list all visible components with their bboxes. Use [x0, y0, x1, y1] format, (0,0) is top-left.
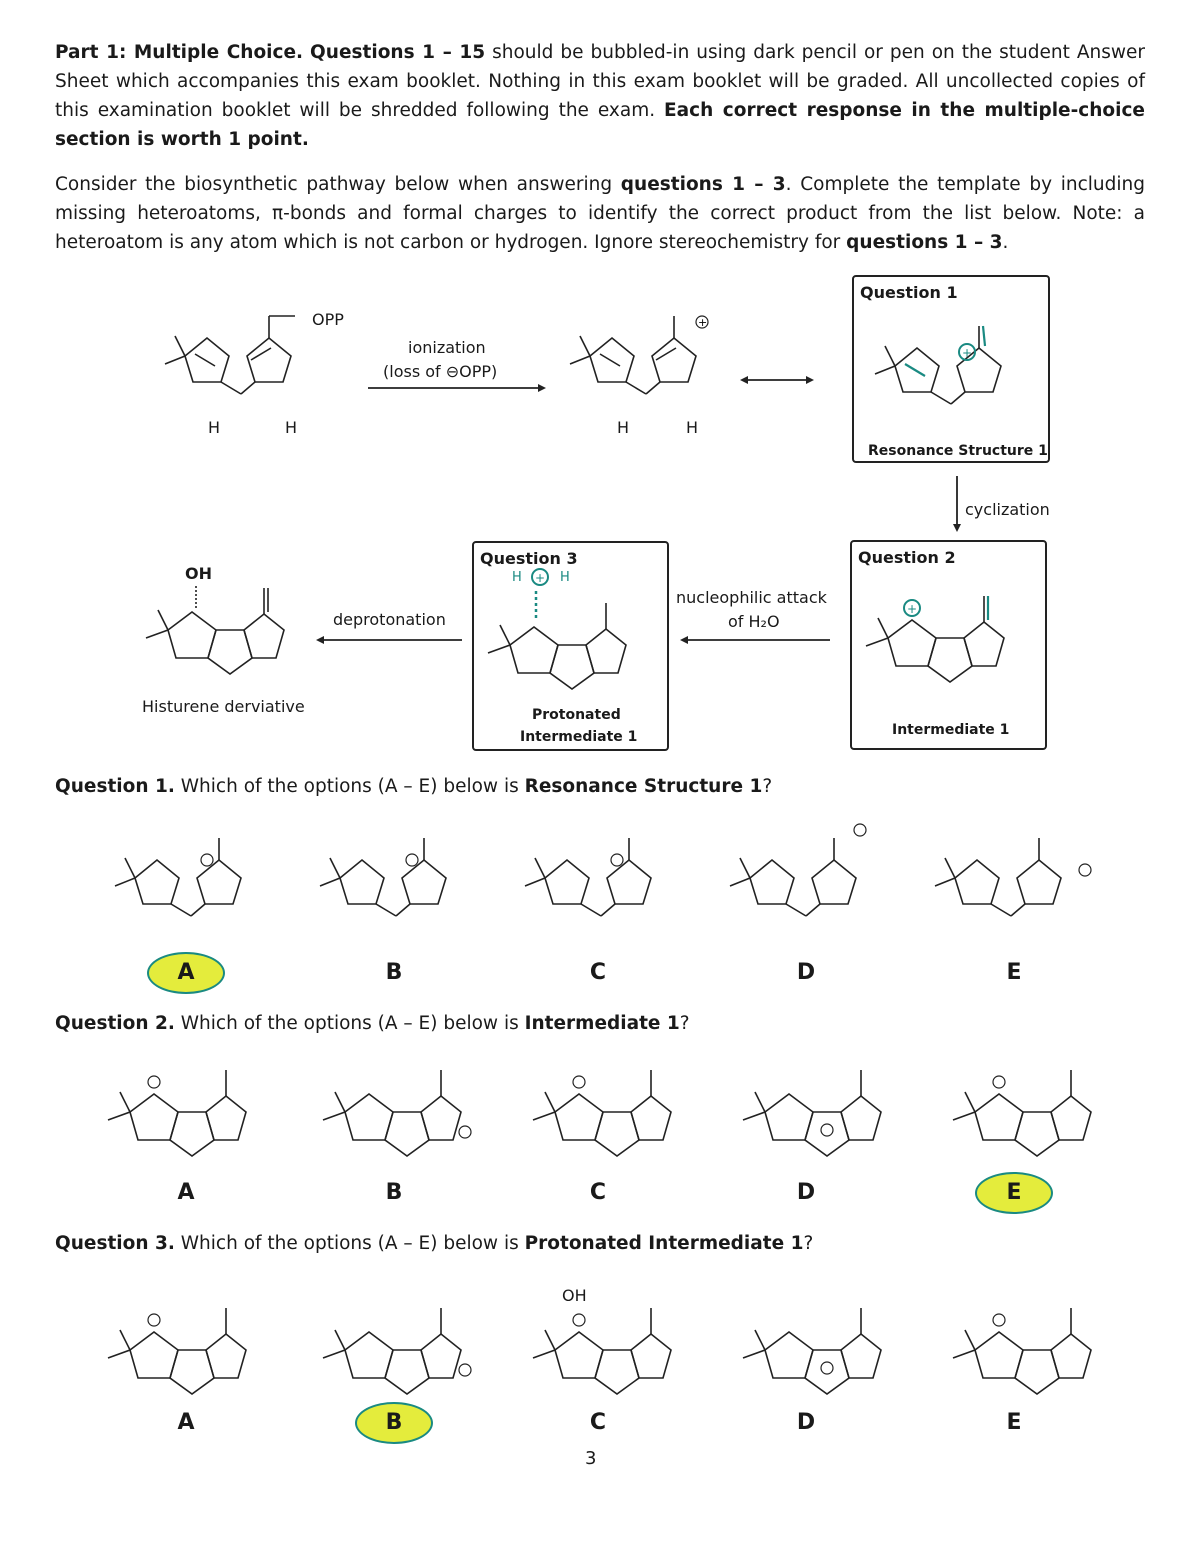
q1-option-a-label[interactable]: A [177, 960, 195, 985]
charge-symbol [573, 1076, 585, 1088]
h-label: H [285, 418, 298, 437]
question-2-end: ? [679, 1013, 690, 1034]
charge-symbol [573, 1314, 585, 1326]
charge-symbol [148, 1314, 160, 1326]
question-1-target: Resonance Structure 1 [524, 776, 763, 797]
question-1-end: ? [762, 776, 773, 797]
charge-symbol [459, 1364, 471, 1376]
instructions-questions: questions 1 – 3 [620, 174, 786, 195]
histurene-derivative-structure [168, 610, 298, 690]
protonated-intermediate-structure [510, 570, 640, 705]
q2-option-a-structure [130, 1092, 260, 1172]
q2-option-d-structure [765, 1092, 895, 1172]
instructions-text: . Complete the template by including missing heteroatoms, π-bonds and formal charges to identify the correct product from the list below. Note: a heteroatom is any atom which is not carbon or hydrogen. Ignore stereochemistry for [55, 174, 1145, 253]
q1-option-e-label[interactable]: E [1006, 960, 1022, 985]
h-label: H [686, 418, 699, 437]
question-3-target: Protonated Intermediate 1 [524, 1233, 804, 1254]
svg-text:+: + [907, 602, 918, 616]
intermediate-1-structure [888, 602, 1018, 698]
resonance-arrow [740, 374, 820, 386]
charge-symbol [1079, 864, 1091, 876]
charge-symbol [611, 854, 623, 866]
question-1-text: Which of the options (A – E) below is [180, 776, 519, 797]
q1-option-a-structure [135, 860, 265, 940]
charge-symbol [854, 824, 866, 836]
q1-option-b-label[interactable]: B [385, 960, 403, 985]
histurene-label: Histurene derviative [142, 697, 305, 716]
q1-option-d-label[interactable]: D [796, 960, 816, 985]
deprotonation-label: deprotonation [333, 610, 446, 629]
allylic-cation-structure [590, 316, 720, 428]
charge-symbol [821, 1124, 833, 1136]
q3-option-d-label[interactable]: D [796, 1410, 816, 1435]
question-3-text: Which of the options (A – E) below is [180, 1233, 519, 1254]
h-label: H [208, 418, 221, 437]
nucleophilic-label: nucleophilic attack [676, 588, 827, 607]
question-2-box-title: Question 2 [858, 548, 956, 567]
charge-symbol [459, 1126, 471, 1138]
charge-symbol [993, 1314, 1005, 1326]
question-2-target: Intermediate 1 [524, 1013, 680, 1034]
q3-option-e-label[interactable]: E [1006, 1410, 1022, 1435]
nucleophilic-label-2: of H₂O [728, 612, 780, 631]
q3-option-c-structure [555, 1330, 685, 1410]
cyclization-arrow [950, 476, 964, 536]
q1-option-e-structure [955, 860, 1085, 940]
resonance-structure-label: Resonance Structure 1 [868, 443, 1048, 459]
q3-option-a-structure [130, 1330, 260, 1410]
ionization-label-2: (loss of ⊖OPP) [383, 362, 498, 381]
starting-material-structure [185, 338, 315, 428]
q2-option-b-label[interactable]: B [385, 1180, 403, 1205]
instructions-end: . [1002, 232, 1009, 253]
question-3-number: Question 3. [55, 1233, 175, 1254]
svg-text:+: + [698, 316, 708, 329]
instructions-paragraph [55, 170, 1145, 257]
q2-option-b-structure [345, 1092, 475, 1172]
oh-label: OH [185, 564, 212, 583]
q1-option-c-structure [545, 860, 675, 940]
question-2-text: Which of the options (A – E) below is [180, 1013, 519, 1034]
question-3-end: ? [803, 1233, 814, 1254]
q2-option-e-structure [975, 1092, 1105, 1172]
charge-symbol [993, 1076, 1005, 1088]
h-label: H [617, 418, 630, 437]
charge-symbol [148, 1076, 160, 1088]
q3-option-d-structure [765, 1330, 895, 1410]
resonance-structure-1 [895, 348, 1025, 438]
intermediate-1-label: Intermediate 1 [892, 722, 1010, 738]
protonated-label-2: Intermediate 1 [520, 729, 638, 745]
question-2-title [55, 1013, 690, 1034]
opp-label: OPP [312, 310, 344, 329]
charge-symbol [201, 854, 213, 866]
q2-option-d-label[interactable]: D [796, 1180, 816, 1205]
question-3-box-title: Question 3 [480, 549, 578, 568]
charge-symbol [406, 854, 418, 866]
q1-option-d-structure [750, 860, 880, 940]
question-1-box-title: Question 1 [860, 283, 958, 302]
q2-option-c-structure [555, 1092, 685, 1172]
svg-text:H: H [560, 570, 570, 585]
instructions-questions-2: questions 1 – 3 [846, 232, 1003, 253]
ionization-arrow [368, 382, 548, 394]
nucleophilic-arrow [680, 634, 832, 646]
q1-option-c-label[interactable]: C [589, 960, 607, 985]
q3-option-b-structure [345, 1330, 475, 1410]
protonated-label: Protonated [532, 707, 621, 723]
question-1-title [55, 776, 772, 797]
cyclization-label: cyclization [965, 500, 1050, 519]
intro-paragraph [55, 38, 1145, 154]
ionization-label: ionization [408, 338, 486, 357]
questions-range: Questions 1 – 15 [310, 42, 486, 63]
svg-text:H: H [512, 570, 522, 585]
q3-option-a-label[interactable]: A [177, 1410, 195, 1435]
question-3-title [55, 1233, 813, 1254]
q1-option-b-structure [340, 860, 470, 940]
q2-option-e-label[interactable]: E [1006, 1180, 1022, 1205]
q3-option-c-label[interactable]: C [589, 1410, 607, 1435]
q3-option-e-structure [975, 1330, 1105, 1410]
instructions-lead: Consider the biosynthetic pathway below when answering [55, 174, 613, 195]
q2-option-c-label[interactable]: C [589, 1180, 607, 1205]
question-2-number: Question 2. [55, 1013, 175, 1034]
charge-symbol [821, 1362, 833, 1374]
intro-text: should be bubbled-in using dark pencil or pen on the student Answer Sheet which accompanies this exam booklet. Nothing in this exam booklet will be graded. All uncollected copies of this examination booklet will be shredded following the exam. [55, 42, 1145, 121]
svg-text:+: + [535, 571, 546, 585]
question-1-number: Question 1. [55, 776, 175, 797]
deprotonation-arrow [316, 634, 466, 646]
q3-option-b-label[interactable]: B [385, 1410, 403, 1435]
page-number: 3 [585, 1448, 597, 1469]
q2-option-a-label[interactable]: A [177, 1180, 195, 1205]
intro-bold-tail: Each correct response in the multiple-choice section is worth 1 point. [55, 100, 1145, 150]
q3-option-c-oh-label: OH [562, 1286, 587, 1305]
part-label: Part 1: Multiple Choice. [55, 42, 304, 63]
svg-text:+: + [962, 346, 973, 360]
